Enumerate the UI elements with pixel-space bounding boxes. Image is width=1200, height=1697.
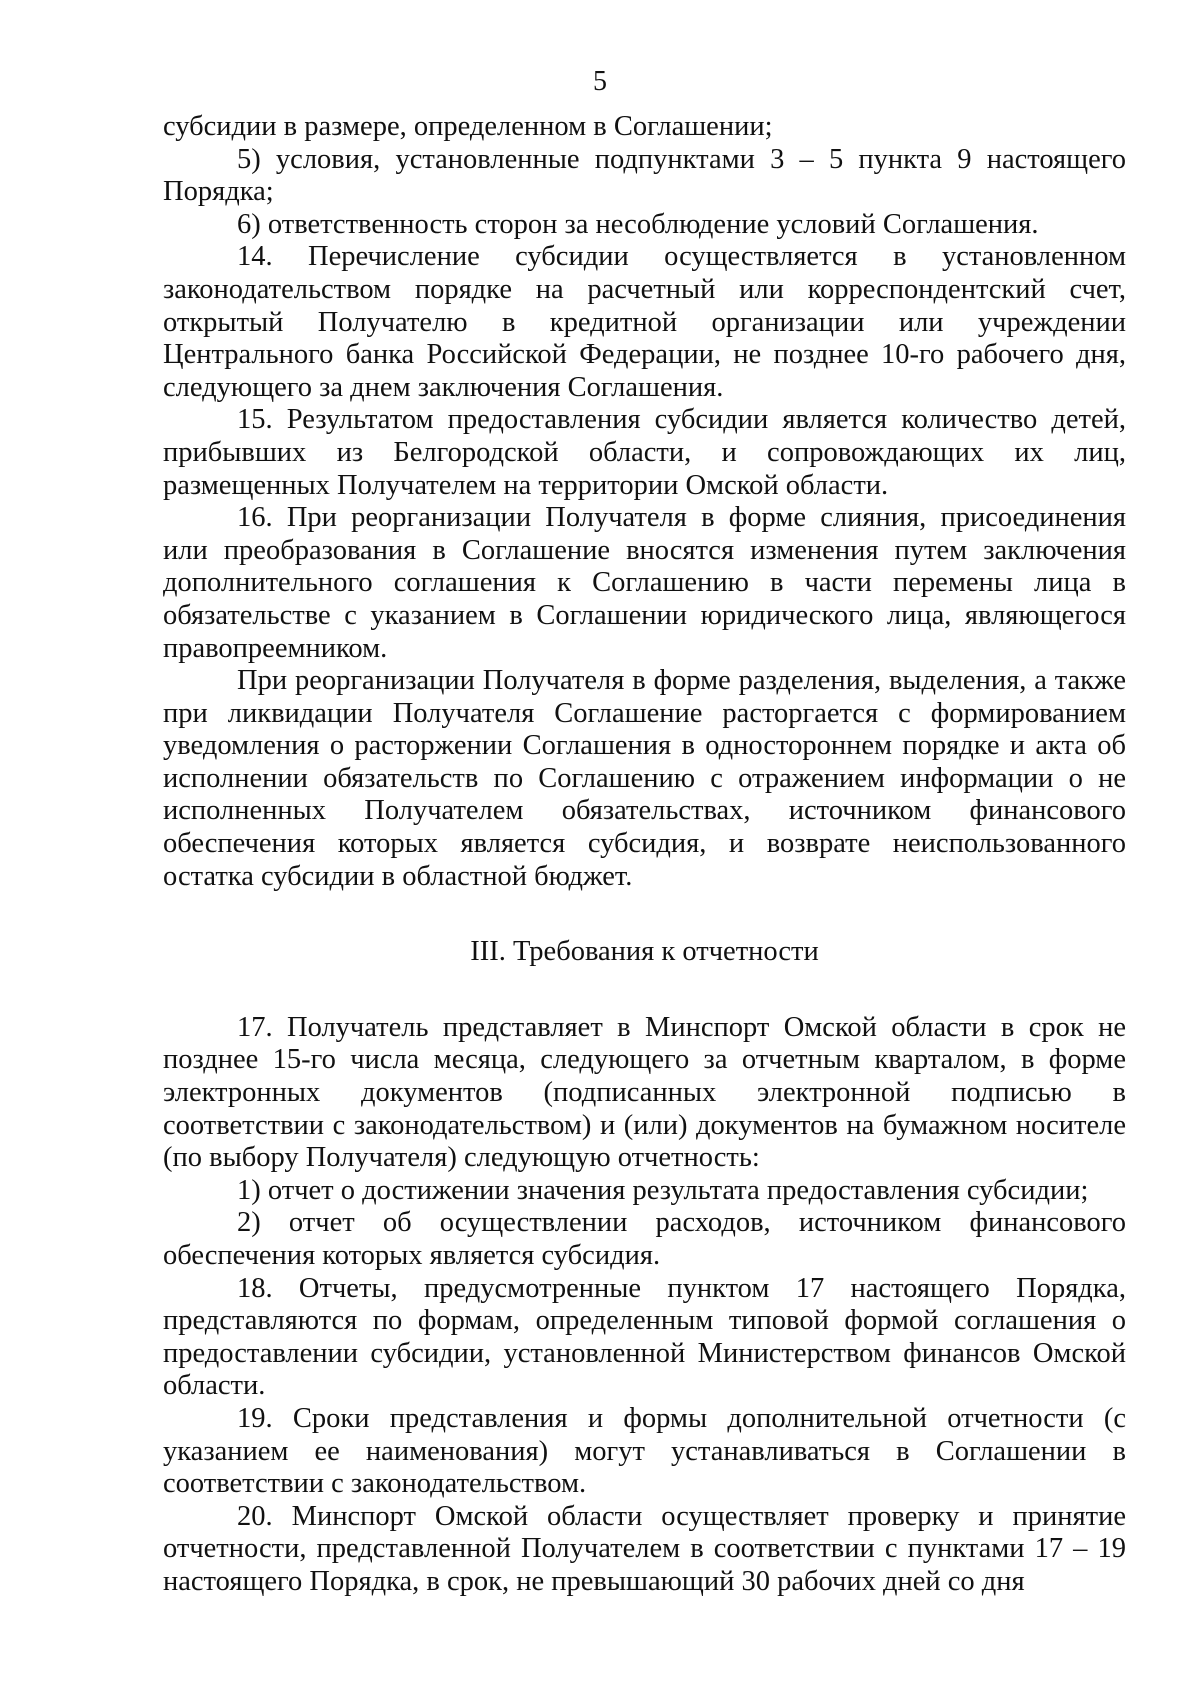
paragraph-clause-15: 15. Результатом предоставления субсидии является количество детей, прибывших из Белгородской области, и сопровождающих их лиц, размещенных Получателем на территории Омской области. [163, 404, 1126, 501]
paragraph-clause-16-continued: При реорганизации Получателя в форме разделения, выделения, а также при ликвидации Получателя Соглашение расторгается с формированием уведомления о расторжении Соглашения в одностороннем порядке и акта об исполнении обязательств по Соглашению с отражением информации о не исполненных Получателем обязательствах, источником финансового обеспечения которых является субсидия, и возврате неиспользованного остатка субсидии в областной бюджет. [163, 665, 1126, 892]
paragraph-item-6: 6) ответственность сторон за несоблюдение условий Соглашения. [237, 208, 1039, 240]
paragraph-clause-17-item-2: 2) отчет об осуществлении расходов, источником финансового обеспечения которых является субсидия. [163, 1207, 1126, 1271]
paragraph-item-5: 5) условия, установленные подпунктами 3 – 5 пункта 9 настоящего Порядка; [163, 143, 1126, 208]
paragraph-clause-17-item-1: 1) отчет о достижении значения результата предоставления субсидии; [237, 1174, 1089, 1206]
paragraph-clause-16: 16. При реорганизации Получателя в форме слияния, присоединения или преобразования в Соглашение вносятся изменения путем заключения дополнительного соглашения к Соглашению в части перемены лица в обязательстве с указанием в Соглашении юридического лица, являющегося правопреемником. [163, 502, 1126, 664]
paragraph-continuation: субсидии в размере, определенном в Соглашении; [163, 111, 773, 142]
paragraph-clause-20: 20. Минспорт Омской области осуществляет проверку и принятие отчетности, представленной Получателем в соответствии с пунктами 17 – 19 настоящего Порядка, в срок, не превышающий 30 рабочих дней со дня [163, 1500, 1126, 1597]
paragraph-group-top [163, 111, 1126, 893]
paragraph-clause-17: 17. Получатель представляет в Минспорт Омской области в срок не позднее 15-го числа месяца, следующего за отчетным кварталом, в форме электронных документов (подписанных электронной подписью в соответствии с законодательством) и (или) документов на бумажном носителе (по выбору Получателя) следующую отчетность: [163, 1011, 1126, 1174]
document-body [163, 111, 1126, 1599]
section-heading: III. Требования к отчетности [470, 936, 819, 968]
page-number: 5 [593, 66, 607, 97]
paragraph-clause-19: 19. Сроки представления и формы дополнительной отчетности (с указанием ее наименования) могут устанавливаться в Соглашении в соответствии с законодательством. [163, 1402, 1126, 1500]
paragraph-clause-14: 14. Перечисление субсидии осуществляется в установленном законодательством порядке на расчетный или корреспондентский счет, открытый Получателю в кредитной организации или учреждении Центрального банка Российской Федерации, не позднее 10-го рабочего дня, следующего за днем заключения Соглашения. [163, 241, 1126, 403]
paragraph-group-bottom [163, 1012, 1126, 1599]
paragraph-clause-18: 18. Отчеты, предусмотренные пунктом 17 настоящего Порядка, представляются по формам, определенным типовой формой соглашения о предоставлении субсидии, установленной Министерством финансов Омской области. [163, 1272, 1126, 1402]
